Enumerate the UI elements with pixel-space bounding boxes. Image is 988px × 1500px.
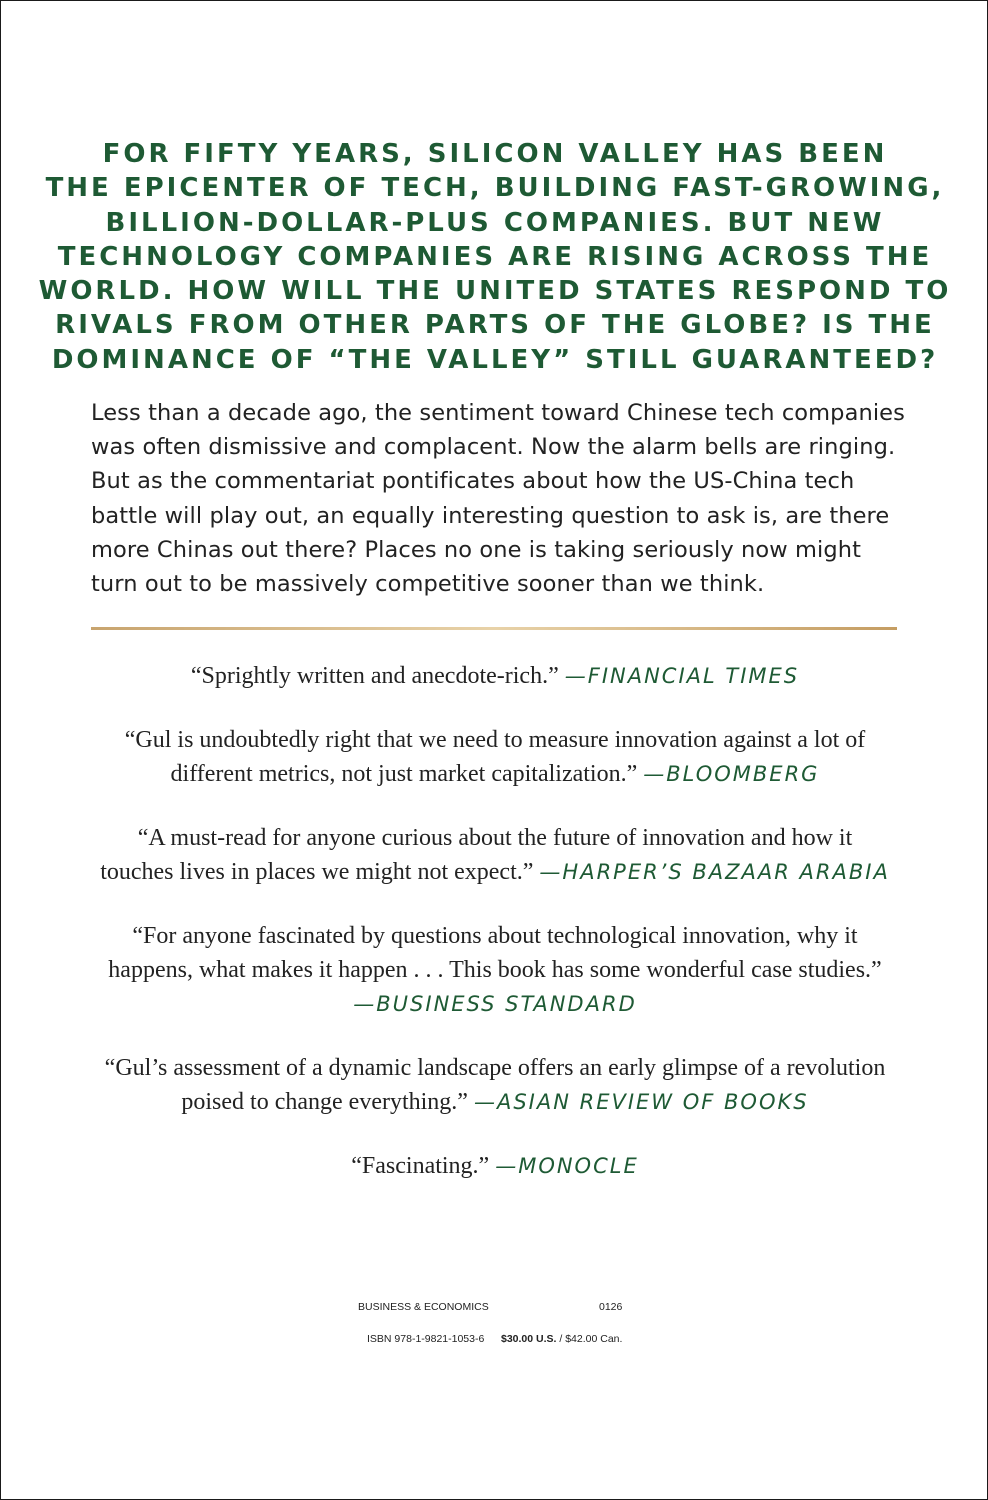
review-quotes [1, 659, 988, 1213]
quote-line: “Gul is undoubtedly right that we need to measure innovation against a lot of [124, 727, 866, 753]
quote-line: “A must-read for anyone curious about the future of innovation and how it [137, 825, 853, 851]
headline-line: DOMINANCE OF “THE VALLEY” STILL GUARANTEED? [51, 344, 939, 375]
category-code: 0126 [599, 1301, 623, 1313]
quote-line [1, 1085, 988, 1119]
review-quote [1, 723, 988, 791]
quote-line [1, 659, 988, 693]
review-quote [1, 1149, 988, 1183]
quote-line [1, 757, 988, 791]
quote-source: —HARPER’S BAZAAR ARABIA [539, 860, 890, 884]
quote-source: —FINANCIAL TIMES [564, 664, 800, 688]
quote-source: —BUSINESS STANDARD [353, 992, 637, 1016]
isbn: ISBN 978-1-9821-1053-6 [367, 1333, 485, 1345]
quote-line [1, 855, 988, 889]
quote-line: “For anyone fascinated by questions about technological innovation, why it [132, 923, 858, 949]
quote-text: poised to change everything.” [181, 1089, 468, 1115]
blurb-line: But as the commentariat pontificates about how the US-China tech [91, 468, 855, 495]
price-separator: / [556, 1333, 566, 1345]
blurb-line: more Chinas out there? Places no one is taking seriously now might [91, 536, 862, 563]
quote-source: —BLOOMBERG [643, 762, 820, 786]
quote-text: touches lives in places we might not expect.” [100, 859, 534, 885]
headline-line: THE EPICENTER OF TECH, BUILDING FAST-GROWING, [45, 173, 945, 204]
price-us: $30.00 U.S. [501, 1333, 557, 1345]
blurb-line: battle will play out, an equally interesting question to ask is, are there [91, 502, 890, 529]
blurb-line: was often dismissive and complacent. Now the alarm bells are ringing. [91, 434, 896, 461]
headline-line: TECHNOLOGY COMPANIES ARE RISING ACROSS THE [57, 241, 933, 272]
quote-text: “Sprightly written and anecdote-rich.” [190, 663, 559, 689]
headline-line: FOR FIFTY YEARS, SILICON VALLEY HAS BEEN [102, 139, 888, 169]
review-quote [1, 1051, 988, 1119]
quote-source: —MONOCLE [495, 1154, 639, 1178]
quote-text: different metrics, not just market capitalization.” [170, 761, 638, 787]
headline-line: WORLD. HOW WILL THE UNITED STATES RESPOND TO [38, 276, 952, 307]
quote-source: —ASIAN REVIEW OF BOOKS [473, 1090, 809, 1114]
quote-line: “Gul’s assessment of a dynamic landscape offers an early glimpse of a revolution [104, 1055, 886, 1081]
description-blurb [91, 396, 911, 601]
quote-line [1, 1149, 988, 1183]
quote-line: happens, what makes it happen . . . This book has some wonderful case studies.” [108, 957, 882, 983]
blurb-line: Less than a decade ago, the sentiment toward Chinese tech companies [91, 400, 905, 426]
headline-line: BILLION-DOLLAR-PLUS COMPANIES. BUT NEW [105, 207, 885, 238]
category-label: BUSINESS & ECONOMICS [358, 1301, 489, 1313]
headline-line: RIVALS FROM OTHER PARTS OF THE GLOBE? IS THE [55, 310, 935, 341]
review-quote [1, 821, 988, 889]
price [501, 1333, 622, 1345]
price-can: $42.00 Can. [565, 1333, 623, 1345]
review-quote [1, 919, 988, 1021]
gold-divider [91, 627, 897, 630]
headline [1, 137, 988, 377]
review-quote [1, 659, 988, 693]
quote-text: “Fascinating.” [351, 1153, 490, 1179]
quote-source-line [1, 987, 988, 1021]
blurb-line: turn out to be massively competitive sooner than we think. [91, 571, 765, 598]
